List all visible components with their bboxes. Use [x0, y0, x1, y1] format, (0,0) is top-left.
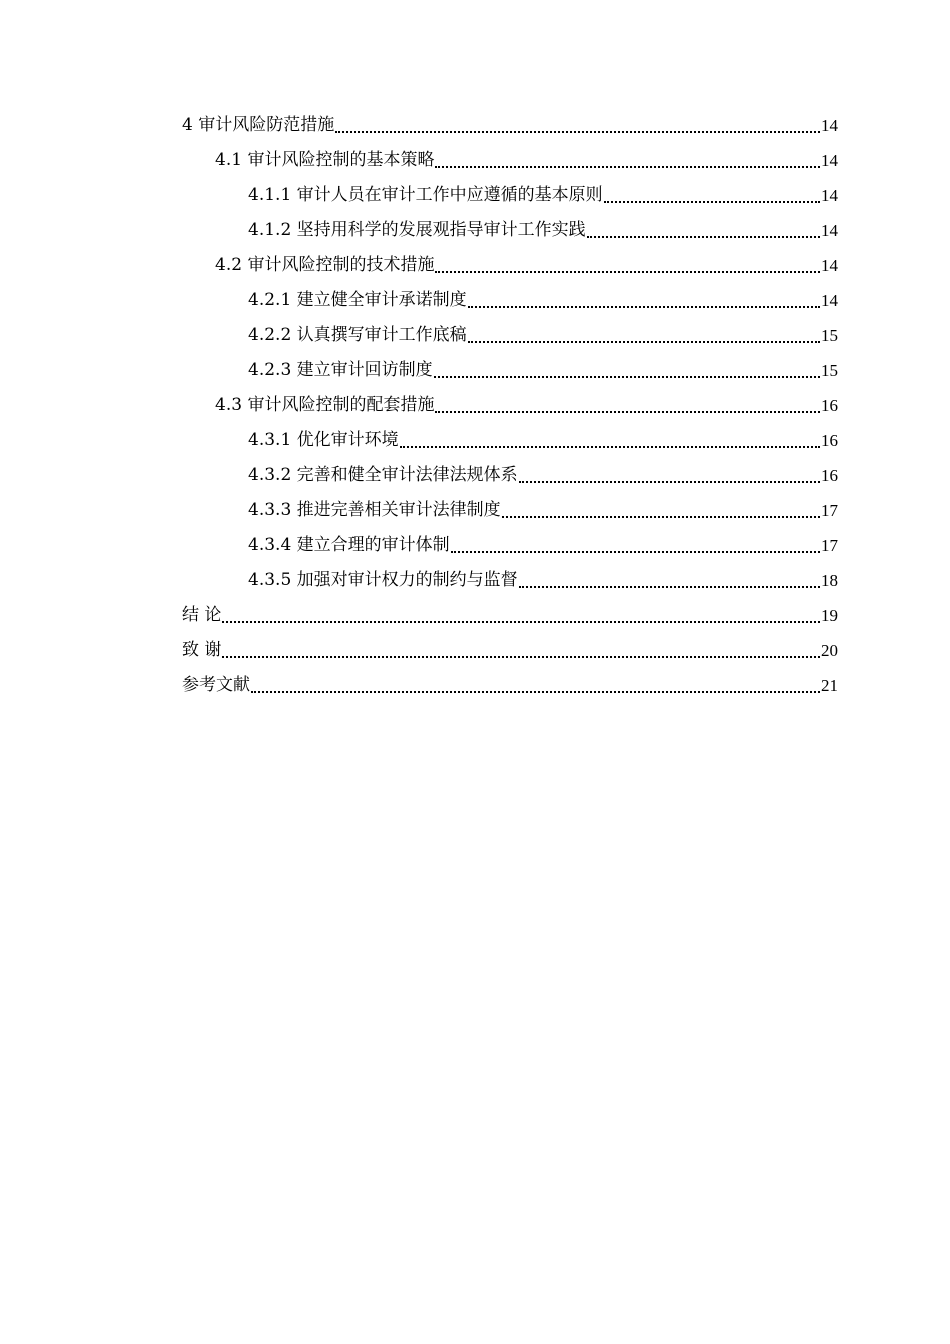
toc-entry[interactable] — [182, 178, 838, 213]
toc-entry[interactable] — [182, 248, 838, 283]
toc-entry[interactable] — [182, 668, 838, 703]
toc-entry[interactable] — [182, 353, 838, 388]
toc-entry-page-number: 18 — [821, 571, 838, 590]
toc-entry[interactable] — [182, 108, 838, 143]
dot-leader — [519, 458, 820, 493]
dot-leader — [468, 318, 820, 353]
dot-leader — [335, 108, 820, 143]
toc-entry[interactable] — [182, 283, 838, 318]
toc-entry-label: 4.1.2 坚持用科学的发展观指导审计工作实践 — [248, 220, 586, 240]
toc-entry[interactable] — [182, 143, 838, 178]
toc-entry-page-number: 17 — [821, 536, 838, 555]
toc-entry-page-number: 14 — [821, 256, 838, 275]
toc-entry-page-number: 14 — [821, 151, 838, 170]
toc-entry[interactable] — [182, 388, 838, 423]
toc-entry-page-number: 16 — [821, 431, 838, 450]
toc-entry[interactable] — [182, 633, 838, 668]
dot-leader — [435, 143, 820, 178]
toc-entry[interactable] — [182, 493, 838, 528]
dot-leader — [468, 283, 820, 318]
toc-entry[interactable] — [182, 528, 838, 563]
toc-entry-label: 4 审计风险防范措施 — [182, 115, 335, 135]
toc-entry-page-number: 14 — [821, 186, 838, 205]
toc-entry-page-number: 17 — [821, 501, 838, 520]
toc-entry-page-number: 16 — [821, 466, 838, 485]
toc-entry-page-number: 20 — [821, 641, 838, 660]
toc-entry-label: 4.3.5 加强对审计权力的制约与监督 — [248, 570, 518, 590]
toc-entry-page-number: 14 — [821, 291, 838, 310]
toc-entry-label: 4.3 审计风险控制的配套措施 — [215, 395, 435, 415]
table-of-contents — [182, 108, 838, 703]
dot-leader — [434, 353, 820, 388]
toc-entry-label: 4.3.4 建立合理的审计体制 — [248, 535, 450, 555]
dot-leader — [587, 213, 820, 248]
toc-entry-label: 4.2.2 认真撰写审计工作底稿 — [248, 325, 467, 345]
toc-entry-page-number: 19 — [821, 606, 838, 625]
toc-entry-label: 4.2 审计风险控制的技术措施 — [215, 255, 435, 275]
dot-leader — [519, 563, 820, 598]
dot-leader — [400, 423, 820, 458]
dot-leader — [435, 388, 820, 423]
toc-entry-label: 4.3.1 优化审计环境 — [248, 430, 399, 450]
dot-leader — [222, 598, 820, 633]
toc-entry-label: 结 论 — [182, 605, 222, 625]
toc-entry-label: 4.1.1 审计人员在审计工作中应遵循的基本原则 — [248, 185, 603, 205]
toc-entry[interactable] — [182, 563, 838, 598]
toc-entry-label: 4.2.3 建立审计回访制度 — [248, 360, 433, 380]
toc-entry-label: 4.1 审计风险控制的基本策略 — [215, 150, 435, 170]
dot-leader — [222, 633, 820, 668]
toc-entry-page-number: 21 — [821, 676, 838, 695]
toc-entry[interactable] — [182, 423, 838, 458]
dot-leader — [251, 668, 820, 703]
toc-entry-label: 4.3.2 完善和健全审计法律法规体系 — [248, 465, 518, 485]
toc-entry-label: 4.2.1 建立健全审计承诺制度 — [248, 290, 467, 310]
toc-entry-label: 4.3.3 推进完善相关审计法律制度 — [248, 500, 501, 520]
toc-entry-page-number: 15 — [821, 361, 838, 380]
toc-entry-page-number: 15 — [821, 326, 838, 345]
dot-leader — [435, 248, 820, 283]
toc-entry-page-number: 16 — [821, 396, 838, 415]
toc-entry[interactable] — [182, 458, 838, 493]
toc-entry[interactable] — [182, 213, 838, 248]
toc-entry-label: 参考文献 — [182, 675, 250, 695]
toc-entry-label: 致 谢 — [182, 640, 222, 660]
toc-entry-page-number: 14 — [821, 221, 838, 240]
toc-entry-page-number: 14 — [821, 116, 838, 135]
dot-leader — [604, 178, 820, 213]
toc-entry[interactable] — [182, 318, 838, 353]
toc-entry[interactable] — [182, 598, 838, 633]
dot-leader — [451, 528, 820, 563]
dot-leader — [502, 493, 820, 528]
